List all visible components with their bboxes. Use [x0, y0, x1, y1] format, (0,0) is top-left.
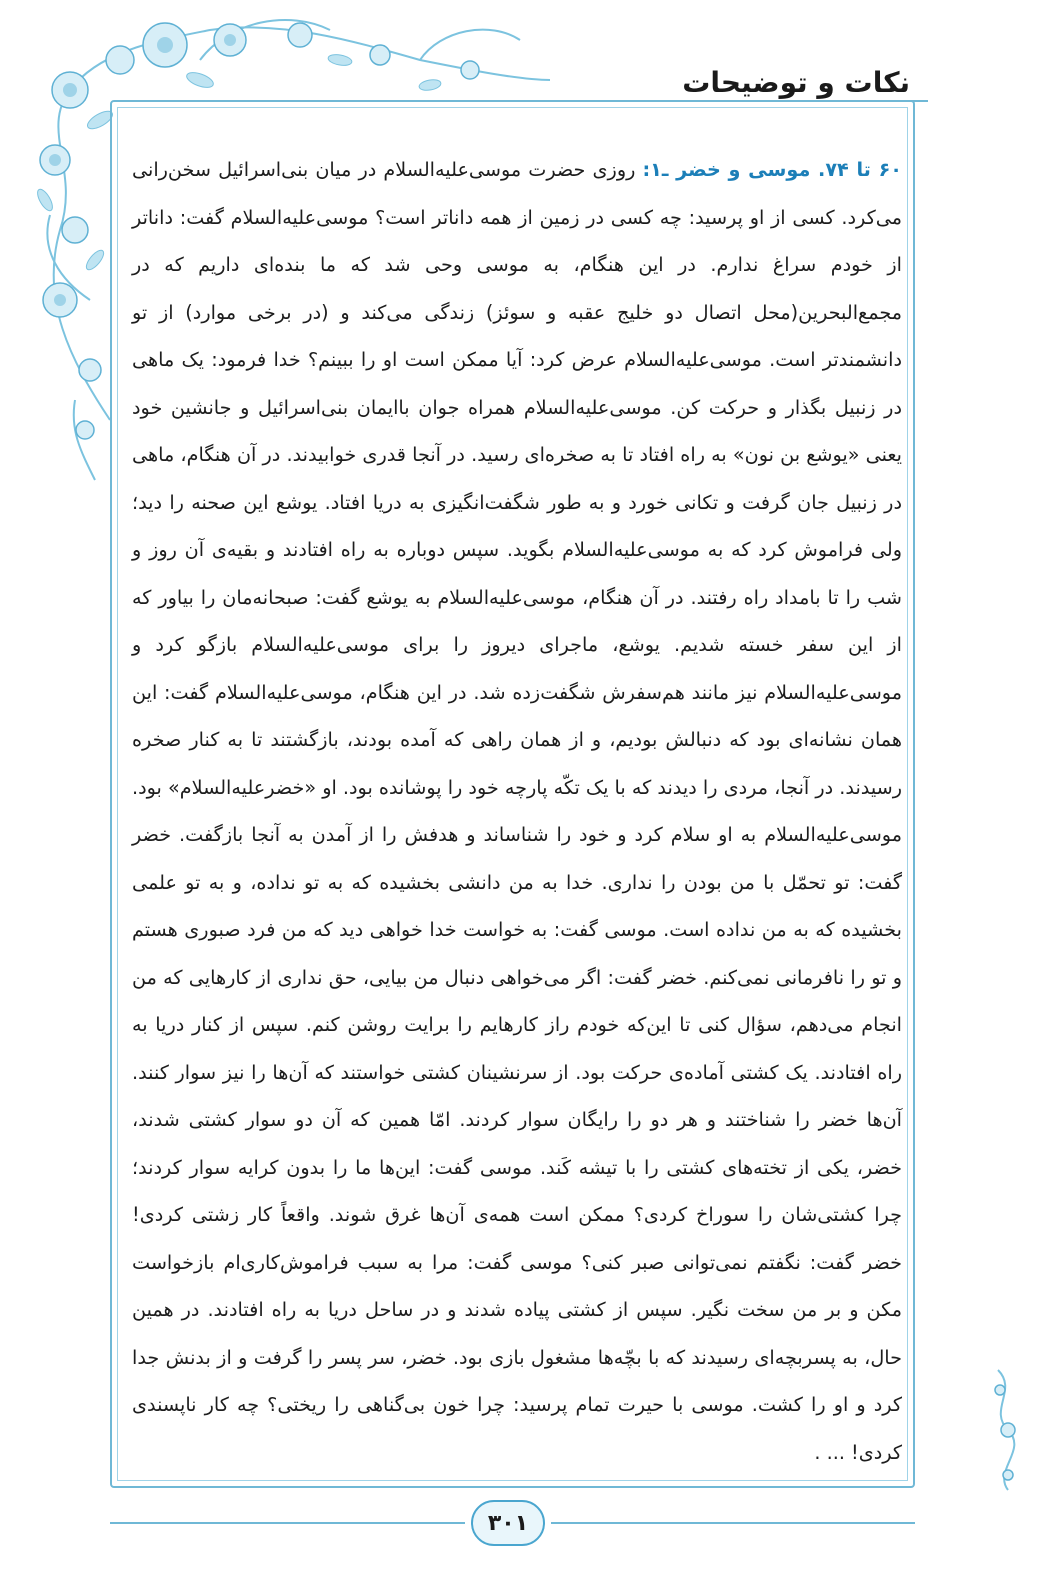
header-rule — [598, 100, 928, 102]
article-text: روزی حضرت موسی‌علیه‌السلام در میان بنی‌اسرائیل سخن‌رانی می‌کرد. کسی از او پرسید: چه کسی در زمین از همه داناتر است؟ موسی‌علیه‌السلام گفت: داناتر از خودم سراغ ندارم. در این هنگام، به موسی وحی شد که ما بنده‌ای داریم که در مجمع‌البحرین(محل اتصال دو خلیج عقبه و سوئز) زندگی می‌کند و (در برخی موارد) از تو دانشمندتر است. موسی‌علیه‌السلام عرض کرد: آیا ممکن است او را ببینم؟ خدا فرمود: یک ماهی در زنبیل بگذار و حرکت کن. موسی‌علیه‌السلام همراه جوان باایمان بنی‌اسرائیل و جانشین خود یعنی «یوشع بن نون» به راه افتاد تا به صخره‌ای رسید. در آنجا قدری خوابیدند. در آن هنگام، ماهی در زنبیل جان گرفت و تکانی خورد و به طور شگفت‌انگیزی به دریا افتاد. یوشع این صحنه را دید؛ ولی فراموش کرد که به موسی‌علیه‌السلام بگوید. سپس دوباره به راه افتادند و بقیه‌ی آن روز و شب را تا بامداد راه رفتند. در آن هنگام، موسی‌علیه‌السلام به یوشع گفت: صبحانه‌مان را بیاور که از این سفر خسته شدیم. یوشع، ماجرای دیروز را برای موسی‌علیه‌السلام بازگو کرد و موسی‌علیه‌السلام نیز مانند هم‌سفرش شگفت‌زده شد. در این هنگام، موسی‌علیه‌السلام گفت: این همان نشانه‌ای بود که دنبالش بودیم، و از همان راهی که آمده بودند، بازگشتند تا به کنار صخره رسیدند. در آنجا، مردی را دیدند که با یک تکّه پارچه خود را پوشانده بود. او «خضر‌علیه‌السلام» بود. موسی‌علیه‌السلام به او سلام کرد و خود را شناساند و هدفش را از آمدن به آنجا بازگفت. خضر گفت: تو تحمّل با من بودن را نداری. خدا به من دانشی بخشیده که به تو نداده، و به تو علمی بخشیده که به من نداده است. موسی گفت: به خواست خدا خواهی دید که من فرد صبوری هستم و تو را نافرمانی نمی‌کنم. خضر گفت: اگر می‌خواهی دنبال من بیایی، حق نداری از کارهایی که من انجام می‌دهم، سؤال کنی تا این‌که خودم راز کارهایم را برایت روشن کنم. سپس از کنار دریا به راه افتادند. یک کشتی آماده‌ی حرکت بود. از سرنشینان کشتی خواستند که آن‌ها را نیز سوار کنند. آن‌ها خضر را شناختند و هر دو را رایگان سوار کردند. امّا همین که آن دو سوار کشتی شدند، خضر، یکی از تخته‌های کشتی را با تیشه کَند. موسی گفت: این‌ها ما را بدون کرایه سوار کردند؛ چرا کشتی‌شان را سوراخ کردی؟ ممکن است همه‌ی آن‌ها غرق شوند. واقعاً کار زشتی کردی! خضر گفت: نگفتم نمی‌توانی صبر کنی؟ موسی گفت: مرا به سبب فراموش‌کاری‌ام بازخواست مکن و بر من سخت نگیر. سپس از کشتی پیاده شدند و در ساحل دریا به راه افتادند. در همین حال، به پسربچه‌ای رسیدند که با بچّه‌ها مشغول بازی بود. خضر، سر پسر را گرفت و از بدنش جدا کرد و او را کشت. موسی با حیرت تمام پرسید: چرا خون بی‌گناهی را ریختی؟ چه کار ناپسندی کردی! ... . — [132, 158, 902, 1464]
article-body — [132, 146, 903, 1464]
side-ornament-icon — [978, 1360, 1038, 1500]
article-paragraph — [132, 146, 902, 1476]
footer-rule-left — [110, 1522, 465, 1524]
article-heading: ۶۰ تا ۷۴. موسی و خضر ـ۱: — [642, 158, 903, 181]
page-header-title: نکات و توضیحات — [682, 66, 910, 99]
page-number: ۳۰۱ — [471, 1500, 545, 1546]
footer-rule-right — [551, 1522, 915, 1524]
